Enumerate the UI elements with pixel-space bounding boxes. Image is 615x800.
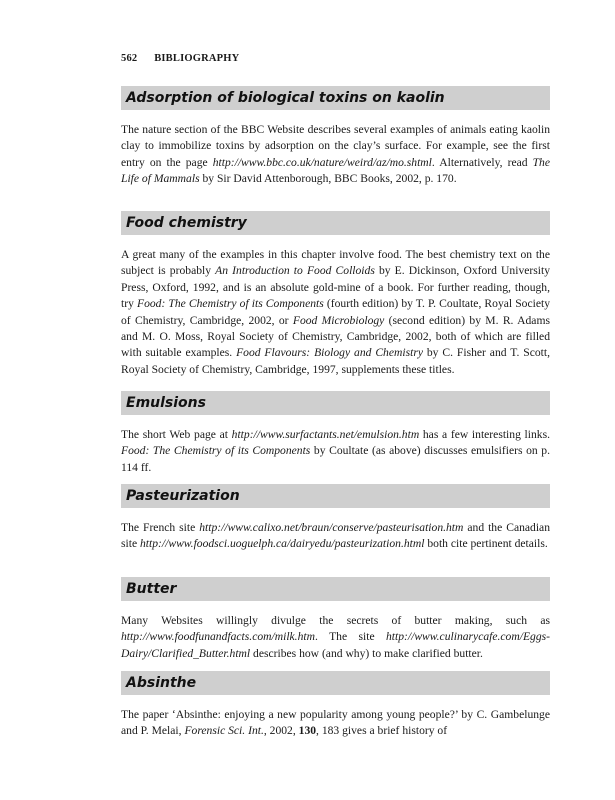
text-run: , 183 gives a brief history of [316, 724, 448, 738]
text-run: , 2002, [263, 724, 299, 738]
section-pasteurization [121, 484, 550, 553]
text-run: The nature section of the BBC Website describes several examples of animals eating kaolin clay to immobilize toxins by adsorption on the clay’s surface. For example, see the first entry on the page [121, 123, 550, 169]
text-run: by Sir David Attenborough, BBC Books, 2002, p. 170. [199, 172, 457, 186]
italic-run: Food: The Chemistry of its Components [136, 297, 324, 311]
text-run: and the Canadian site [121, 521, 550, 551]
italic-run: http://www.foodfunandfacts.com/milk.htm [121, 630, 315, 644]
text-run: (fourth edition) by T. P. Coultate, Royal Society of Chemistry, Cambridge, 2002, or [121, 297, 550, 327]
section-body [121, 520, 550, 553]
italic-run: An Introduction to Food Colloids [215, 264, 375, 278]
italic-run: http://www.culinarycafe.com/Eggs-Dairy/Clarified_Butter.html [121, 630, 550, 660]
section-body [121, 427, 550, 476]
italic-run: The Life of Mammals [121, 155, 550, 186]
italic-run: http://www.bbc.co.uk/nature/weird/az/mo.shtml [212, 155, 432, 169]
text-run: has a few interesting links. [419, 428, 550, 441]
text-run: by E. Dickinson, Oxford University Press, Oxford, 1992, and is an absolute gold-mine of a book. For further reading, though, try [121, 264, 551, 311]
page-number: 562 [121, 53, 138, 64]
text-run: by C. Fisher and T. Scott, Royal Society of Chemistry, Cambridge, 1997, supplements these titles. [121, 346, 550, 376]
italic-run: Food: The Chemistry of its Components [121, 444, 311, 458]
section-food-chemistry [121, 211, 550, 378]
bold-run: 130 [298, 724, 317, 738]
section-body [121, 613, 550, 662]
section-kaolin [121, 86, 550, 188]
text-run: by Coultate (as above) discusses emulsifiers on p. 114 ff. [121, 444, 550, 474]
italic-run: Forensic Sci. Int. [184, 724, 264, 738]
text-run: . The site [314, 630, 386, 644]
section-body [121, 707, 550, 740]
italic-run: Food Microbiology [292, 313, 385, 327]
italic-run: http://www.surfactants.net/emulsion.htm [231, 428, 420, 441]
section-heading: Pasteurization [121, 484, 550, 508]
section-emulsions [121, 391, 550, 476]
section-heading: Adsorption of biological toxins on kaolin [121, 86, 550, 110]
text-run: both cite pertinent details. [424, 537, 548, 551]
text-run: The short Web page at [121, 428, 232, 441]
text-run: The French site [121, 521, 200, 534]
section-heading: Emulsions [121, 391, 550, 415]
running-header [121, 53, 239, 64]
italic-run: http://www.calixo.net/braun/conserve/pasteurisation.htm [199, 521, 464, 534]
italic-run: http://www.foodsci.uoguelph.ca/dairyedu/pasteurization.html [140, 537, 425, 551]
text-run: (second edition) by M. R. Adams and M. O. Moss, Royal Society of Chemistry, Cambridge, 2002, both of which are filled with suitable examples. [121, 313, 550, 360]
section-heading: Butter [121, 577, 550, 601]
text-run: The paper ‘Absinthe: enjoying a new popularity among young people?’ by C. Gambelunge and P. Melai, [121, 708, 550, 738]
italic-run: Food Flavours: Biology and Chemistry [236, 346, 423, 360]
text-run: A great many of the examples in this chapter involve food. The best chemistry text on the subject is probably [121, 248, 550, 278]
section-body [121, 247, 550, 378]
running-title: BIBLIOGRAPHY [154, 53, 240, 64]
section-butter [121, 577, 550, 662]
text-run: describes how (and why) to make clarified butter. [250, 646, 483, 660]
section-absinthe [121, 671, 550, 740]
section-heading: Absinthe [121, 671, 550, 695]
text-run: . Alternatively, read [431, 155, 533, 169]
section-body [121, 122, 550, 188]
text-run: Many Websites willingly divulge the secrets of butter making, such as [121, 614, 550, 627]
section-heading: Food chemistry [121, 211, 550, 235]
